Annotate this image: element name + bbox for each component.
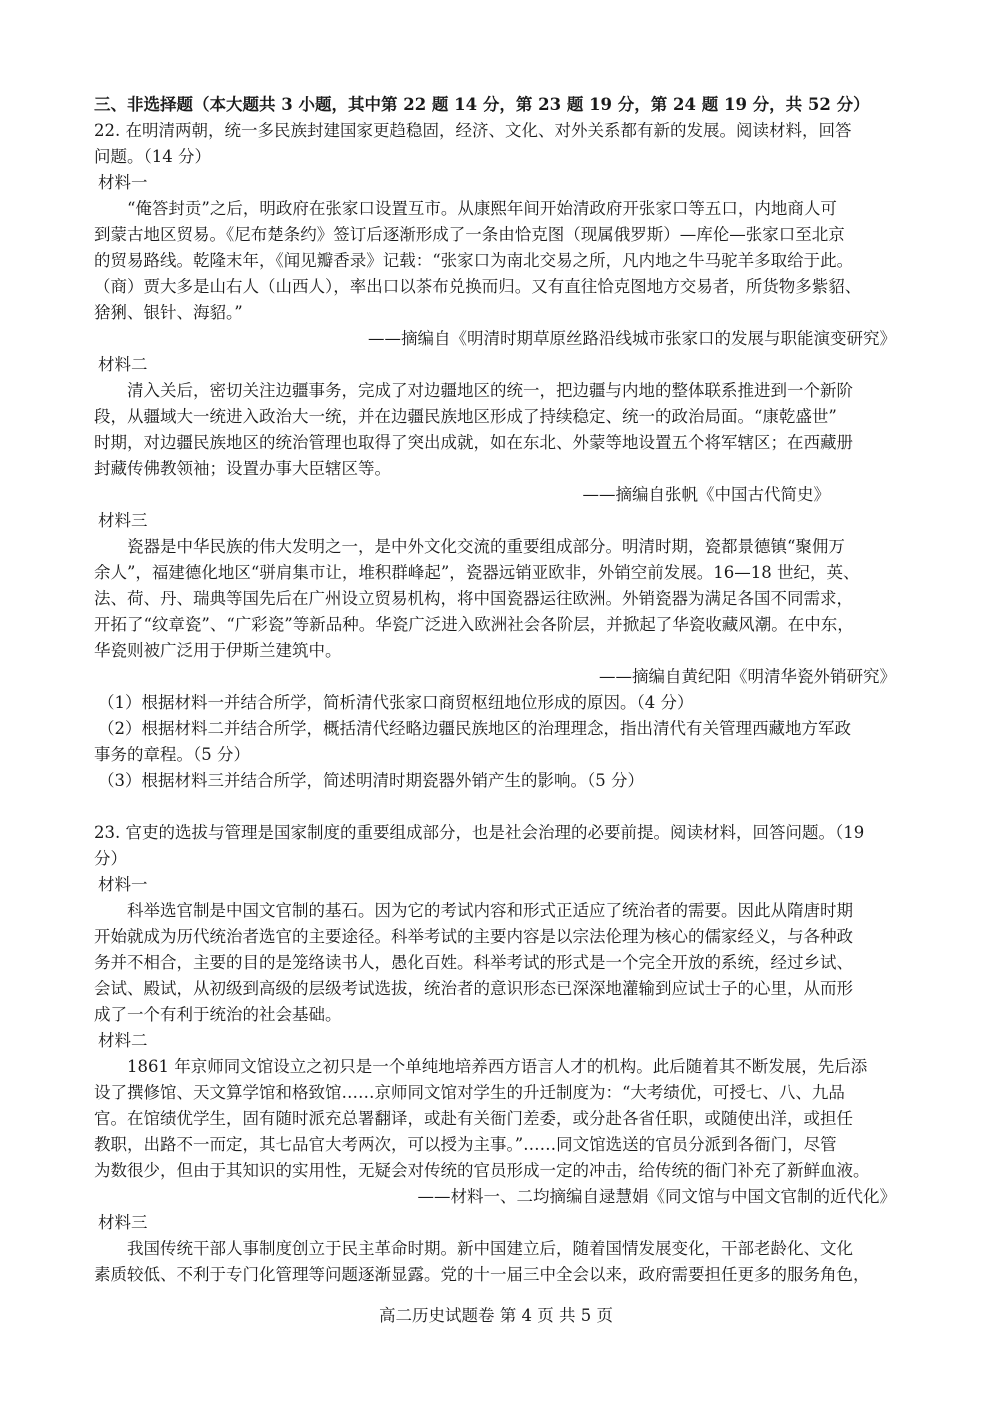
question-22 xyxy=(94,118,900,794)
material-text: 段，从疆域大一统进入政治大一统，并在边疆民族地区形成了持续稳定、统一的政治局面。“康乾盛世” xyxy=(94,407,837,426)
material-text: 华瓷则被广泛用于伊斯兰建筑中。 xyxy=(94,641,342,660)
material-text: “俺答封贡”之后，明政府在张家口设置互市。从康熙年间开始清政府开张家口等五口，内地商人可 xyxy=(127,199,837,218)
sub-question: （3）根据材料三并结合所学，简述明清时期瓷器外销产生的影响。（5 分） xyxy=(98,771,644,790)
question-stem: 分） xyxy=(94,849,127,868)
material-label: 材料二 xyxy=(98,355,148,374)
question-stem: 22. 在明清两朝，统一多民族封建国家更趋稳固，经济、文化、对外关系都有新的发展。阅读材料，回答 xyxy=(94,121,852,140)
material-text: 瓷器是中华民族的伟大发明之一，是中外文化交流的重要组成部分。明清时期，瓷都景德镇“聚佣万 xyxy=(127,537,845,556)
question-23 xyxy=(94,820,900,1288)
material-text: 教职，出路不一而定，其七品官大考两次，可以授为主事。”……同文馆选送的官员分派到各衙门，尽管 xyxy=(94,1135,837,1154)
material-label: 材料三 xyxy=(98,1213,148,1232)
material-text: 的贸易路线。乾隆末年，《闻见瓣香录》记载：“张家口为南北交易之所，凡内地之牛马驼羊多取给于此。 xyxy=(94,251,854,270)
material-text: 成了一个有利于统治的社会基础。 xyxy=(94,1005,342,1024)
material-text: 封藏传佛教领袖；设置办事大臣辖区等。 xyxy=(94,459,391,478)
exam-page xyxy=(94,92,900,1288)
material-text: 我国传统干部人事制度创立于民主革命时期。新中国建立后，随着国情发展变化，干部老龄化、文化 xyxy=(127,1239,853,1258)
material-text: 开始就成为历代统治者选官的主要途径。科举考试的主要内容是以宗法伦理为核心的儒家经义，与各种政 xyxy=(94,927,853,946)
material-label: 材料一 xyxy=(98,875,148,894)
material-text: 为数很少，但由于其知识的实用性，无疑会对传统的官员形成一定的冲击，给传统的衙门补充了新鲜血液。 xyxy=(94,1161,870,1180)
spacer xyxy=(94,794,900,820)
material-source: ——摘编自张帆《中国古代简史》 xyxy=(582,485,830,504)
material-source: ——材料一、二均摘编自逯慧娟《同文馆与中国文官制的近代化》 xyxy=(417,1187,896,1206)
question-stem: 问题。（14 分） xyxy=(94,147,211,166)
material-text: 官。在馆绩优学生，固有随时派充总署翻译，或赴有关衙门差委，或分赴各省任职，或随使出洋，或担任 xyxy=(94,1109,853,1128)
material-text: 猞猁、银针、海貂。” xyxy=(94,303,243,322)
material-text: 开拓了“纹章瓷”、“广彩瓷”等新品种。华瓷广泛进入欧洲社会各阶层，并掀起了华瓷收藏风潮。在中东， xyxy=(94,615,854,634)
material-label: 材料三 xyxy=(98,511,148,530)
material-text: 法、荷、丹、瑞典等国先后在广州设立贸易机构，将中国瓷器运往欧洲。外销瓷器为满足各国不同需求， xyxy=(94,589,853,608)
material-source: ——摘编自《明清时期草原丝路沿线城市张家口的发展与职能演变研究》 xyxy=(368,329,896,348)
material-text: 1861 年京师同文馆设立之初只是一个单纯地培养西方语言人才的机构。此后随着其不断发展，先后添 xyxy=(127,1057,868,1076)
material-text: 设了撰修馆、天文算学馆和格致馆……京师同文馆对学生的升迁制度为：“大考绩优，可授七、八、九品 xyxy=(94,1083,845,1102)
material-source: ——摘编自黄纪阳《明清华瓷外销研究》 xyxy=(599,667,896,686)
material-text: 清入关后，密切关注边疆事务，完成了对边疆地区的统一，把边疆与内地的整体联系推进到一个新阶 xyxy=(127,381,853,400)
section-header: 三、非选择题（本大题共 3 小题，其中第 22 题 14 分，第 23 题 19 分，第 24 题 19 分，共 52 分） xyxy=(94,95,870,114)
sub-question: （2）根据材料二并结合所学，概括清代经略边疆民族地区的治理理念，指出清代有关管理西藏地方军政 xyxy=(98,719,851,738)
sub-question: 事务的章程。（5 分） xyxy=(94,745,250,764)
material-text: 素质较低、不利于专门化管理等问题逐渐显露。党的十一届三中全会以来，政府需要担任更多的服务角色， xyxy=(94,1265,870,1284)
material-text: 会试、殿试，从初级到高级的层级考试选拔，统治者的意识形态已深深地灌输到应试士子的心里，从而形 xyxy=(94,979,853,998)
sub-question: （1）根据材料一并结合所学，简析清代张家口商贸枢纽地位形成的原因。（4 分） xyxy=(98,693,694,712)
material-label: 材料二 xyxy=(98,1031,148,1050)
material-text: 到蒙古地区贸易。《尼布楚条约》签订后逐渐形成了一条由恰克图（现属俄罗斯）—库伦—张家口至北京 xyxy=(94,225,845,244)
material-text: 务并不相合，主要的目的是笼络读书人，愚化百姓。科举考试的形式是一个完全开放的系统，经过乡试、 xyxy=(94,953,853,972)
material-label: 材料一 xyxy=(98,173,148,192)
material-text: （商）贾大多是山右人（山西人），率出口以茶布兑换而归。又有直往恰克图地方交易者，所货物多紫貂、 xyxy=(94,277,862,296)
material-text: 时期，对边疆民族地区的统治管理也取得了突出成就，如在东北、外蒙等地设置五个将军辖区；在西藏册 xyxy=(94,433,853,452)
page-footer: 高二历史试题卷 第 4 页 共 5 页 xyxy=(379,1306,613,1325)
material-text: 余人”，福建德化地区“骈肩集市让，堆积群峰起”，瓷器远销亚欧非，外销空前发展。16—18 世纪，英、 xyxy=(94,563,860,582)
material-text: 科举选官制是中国文官制的基石。因为它的考试内容和形式正适应了统治者的需要。因此从隋唐时期 xyxy=(127,901,853,920)
question-stem: 23. 官吏的选拔与管理是国家制度的重要组成部分，也是社会治理的必要前提。阅读材料，回答问题。（19 xyxy=(94,823,865,842)
